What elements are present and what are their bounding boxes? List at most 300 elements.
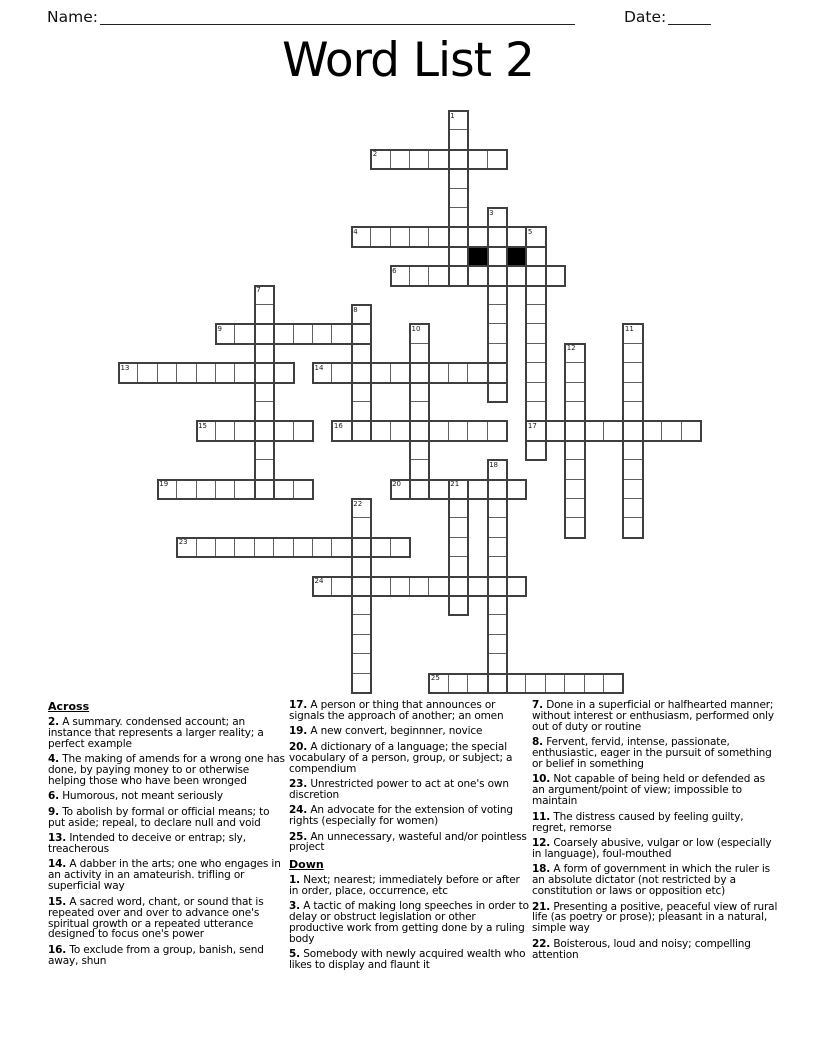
clue-text: Next; nearest; immediately before or after in order, place, occurrence, etc [289, 873, 520, 897]
grid-cell[interactable] [584, 673, 605, 694]
clue-number: 16. [48, 943, 67, 956]
grid-cell[interactable] [487, 323, 508, 344]
cell-number: 23 [178, 538, 188, 547]
grid-cell[interactable] [487, 149, 508, 170]
grid-cell[interactable] [215, 479, 236, 500]
grid-cell[interactable] [487, 382, 508, 403]
grid-cell[interactable] [564, 517, 585, 538]
grid-cell[interactable] [525, 440, 546, 461]
clue-item [48, 945, 289, 967]
grid-cell[interactable] [487, 653, 508, 674]
grid-cell[interactable] [176, 537, 197, 558]
grid-cell[interactable] [351, 517, 372, 538]
grid-cell[interactable] [448, 517, 469, 538]
grid-cell[interactable] [448, 420, 469, 441]
clue-number: 1. [289, 873, 300, 886]
grid-cell[interactable] [273, 420, 294, 441]
grid-cell[interactable] [351, 653, 372, 674]
grid-cell[interactable] [487, 459, 508, 480]
grid-cell[interactable] [448, 129, 469, 150]
grid-cell[interactable] [409, 149, 430, 170]
grid-cell[interactable] [273, 362, 294, 383]
clue-column-3 [532, 700, 778, 965]
grid-cell[interactable] [622, 362, 643, 383]
clue-item [532, 774, 778, 807]
grid-cell[interactable] [428, 479, 449, 500]
grid-cell[interactable] [448, 595, 469, 616]
grid-cell[interactable] [428, 226, 449, 247]
grid-cell[interactable] [564, 479, 585, 500]
grid-cell[interactable] [525, 323, 546, 344]
clue-item [48, 754, 289, 787]
grid-cell[interactable] [409, 362, 430, 383]
grid-cell[interactable] [487, 246, 508, 267]
grid-cell[interactable] [487, 498, 508, 519]
grid-cell[interactable] [448, 110, 469, 131]
grid-cell[interactable] [351, 576, 372, 597]
clue-number: 17. [289, 699, 308, 711]
grid-cell[interactable] [564, 498, 585, 519]
clue-number: 20. [289, 740, 308, 753]
grid-cell[interactable] [254, 459, 275, 480]
grid-cell[interactable] [564, 362, 585, 383]
grid-cell[interactable] [487, 673, 508, 694]
grid-cell[interactable] [603, 420, 624, 441]
grid-cell[interactable] [525, 304, 546, 325]
clue-text: A dictionary of a language; the special vocabulary of a person, group, or subject; a compendium [289, 740, 513, 775]
grid-cell[interactable] [215, 537, 236, 558]
grid-cell[interactable] [370, 362, 391, 383]
grid-cell[interactable] [351, 498, 372, 519]
cell-number: 9 [217, 324, 222, 333]
grid-cell[interactable] [254, 285, 275, 306]
grid-cell[interactable] [487, 556, 508, 577]
grid-cell[interactable] [642, 420, 663, 441]
grid-cell[interactable] [622, 420, 643, 441]
grid-cell[interactable] [506, 673, 527, 694]
clue-number: 9. [48, 805, 59, 818]
grid-cell[interactable] [525, 285, 546, 306]
grid-cell[interactable] [487, 362, 508, 383]
grid-cell[interactable] [351, 420, 372, 441]
clue-number: 2. [48, 716, 59, 728]
grid-cell[interactable] [273, 537, 294, 558]
grid-cell[interactable] [176, 479, 197, 500]
grid-cell[interactable] [681, 420, 702, 441]
grid-cell[interactable] [196, 420, 217, 441]
clue-text: The distress caused by feeling guilty, regret, remorse [532, 810, 744, 834]
grid-cell[interactable] [351, 634, 372, 655]
clue-text: A person or thing that announces or signals the approach of another; an omen [289, 699, 504, 722]
clue-text: An advocate for the extension of voting rights (especially for women) [289, 804, 513, 828]
grid-cell[interactable] [487, 537, 508, 558]
date-field-label: Date: [624, 8, 667, 26]
grid-cell[interactable] [409, 343, 430, 364]
grid-cell[interactable] [622, 440, 643, 461]
grid-cell[interactable] [564, 459, 585, 480]
grid-cell[interactable] [448, 149, 469, 170]
clue-number: 15. [48, 895, 67, 908]
clue-number: 12. [532, 836, 551, 849]
grid-cell[interactable] [525, 382, 546, 403]
grid-cell[interactable] [525, 673, 546, 694]
grid-cell[interactable] [196, 537, 217, 558]
grid-cell[interactable] [622, 517, 643, 538]
grid-cell[interactable] [622, 382, 643, 403]
grid-cell[interactable] [331, 362, 352, 383]
clue-number: 18. [532, 863, 551, 876]
cell-number: 12 [566, 344, 576, 353]
grid-cell[interactable] [351, 537, 372, 558]
grid-cell[interactable] [448, 673, 469, 694]
clue-item [532, 737, 778, 770]
clue-column-2 [289, 700, 531, 976]
clue-number: 5. [289, 948, 300, 961]
clue-text: A dabber in the arts; one who engages in an activity in an amateurish. trifling or superficial way [48, 858, 281, 893]
clue-column-1 [48, 700, 289, 971]
grid-cell[interactable] [293, 479, 314, 500]
grid-cell[interactable] [254, 479, 275, 500]
grid-cell[interactable] [448, 576, 469, 597]
grid-cell[interactable] [254, 440, 275, 461]
grid-cell[interactable] [370, 420, 391, 441]
grid-cell[interactable] [234, 362, 255, 383]
grid-cell[interactable] [448, 265, 469, 286]
grid-cell[interactable] [525, 265, 546, 286]
clue-text: A summary. condensed account; an instance that represents a larger reality; a perfect example [48, 716, 264, 750]
grid-cell[interactable] [448, 362, 469, 383]
grid-cell[interactable] [254, 343, 275, 364]
clue-number: 14. [48, 858, 67, 871]
grid-cell[interactable] [390, 537, 411, 558]
grid-cell[interactable] [215, 323, 236, 344]
grid-cell[interactable] [118, 362, 139, 383]
clue-text: Fervent, fervid, intense, passionate, enthusiastic, eager in the pursuit of something or belief in something [532, 736, 772, 771]
clue-item [532, 939, 778, 961]
grid-cell[interactable] [370, 537, 391, 558]
grid-cell[interactable] [622, 479, 643, 500]
cell-number: 2 [372, 150, 378, 159]
grid-cell[interactable] [312, 576, 333, 597]
clue-text: Humorous, not meant seriously [59, 790, 223, 803]
grid-cell[interactable] [487, 614, 508, 635]
grid-cell[interactable] [370, 576, 391, 597]
grid-cell[interactable] [409, 576, 430, 597]
grid-cell[interactable] [467, 149, 488, 170]
grid-cell[interactable] [584, 420, 605, 441]
grid-cell[interactable] [506, 479, 527, 500]
grid-cell[interactable] [351, 673, 372, 694]
grid-cell[interactable] [622, 323, 643, 344]
clue-text: Boisterous, loud and noisy; compelling attention [532, 937, 751, 961]
cell-number: 3 [489, 208, 494, 217]
grid-cell[interactable] [312, 537, 333, 558]
cell-number: 4 [353, 227, 358, 236]
grid-cell[interactable] [234, 537, 255, 558]
cell-number: 15 [198, 421, 208, 430]
grid-cell[interactable] [351, 595, 372, 616]
clue-item [532, 902, 778, 935]
clue-text: A tactic of making long speeches in order to delay or obstruct legislation or other productive work from getting done by a ruling body [289, 900, 529, 945]
grid-cell[interactable] [467, 420, 488, 441]
clue-number: 24. [289, 804, 308, 817]
date-line [668, 23, 711, 25]
grid-cell[interactable] [370, 149, 391, 170]
grid-cell[interactable] [448, 207, 469, 228]
cell-number: 7 [256, 286, 261, 295]
clue-number: 8. [532, 736, 543, 749]
cell-number: 22 [353, 499, 363, 508]
grid-cell[interactable] [196, 362, 217, 383]
grid-cell[interactable] [487, 420, 508, 441]
grid-cell[interactable] [525, 362, 546, 383]
clue-number: 13. [48, 832, 67, 845]
cell-number: 16 [333, 421, 343, 430]
grid-cell[interactable] [390, 362, 411, 383]
grid-cell[interactable] [351, 382, 372, 403]
grid-cell[interactable] [525, 226, 546, 247]
grid-cell[interactable] [564, 401, 585, 422]
grid-cell[interactable] [351, 556, 372, 577]
grid-cell[interactable] [467, 226, 488, 247]
grid-cell[interactable] [331, 420, 352, 441]
grid-cell[interactable] [273, 479, 294, 500]
grid-cell[interactable] [487, 576, 508, 597]
clue-text: To abolish by formal or official means; to put aside; repeal, to declare null and void [48, 805, 270, 829]
grid-cell[interactable] [254, 401, 275, 422]
grid-cell[interactable] [467, 479, 488, 500]
grid-cell[interactable] [487, 343, 508, 364]
clue-item [532, 864, 778, 897]
grid-cell[interactable] [448, 188, 469, 209]
cell-number: 5 [527, 227, 533, 236]
grid-cell[interactable] [564, 440, 585, 461]
grid-cell[interactable] [487, 304, 508, 325]
grid-cell[interactable] [428, 576, 449, 597]
grid-cell[interactable] [351, 323, 372, 344]
grid-cell[interactable] [448, 556, 469, 577]
grid-cell[interactable] [254, 323, 275, 344]
grid-cell[interactable] [545, 673, 566, 694]
grid-cell[interactable] [487, 226, 508, 247]
grid-cell[interactable] [390, 420, 411, 441]
grid-cell[interactable] [622, 459, 643, 480]
grid-cell[interactable] [487, 595, 508, 616]
grid-cell[interactable] [525, 401, 546, 422]
grid-cell[interactable] [312, 362, 333, 383]
grid-cell[interactable] [428, 149, 449, 170]
grid-cell[interactable] [428, 420, 449, 441]
grid-cell[interactable] [254, 362, 275, 383]
grid-cell[interactable] [506, 265, 527, 286]
clue-number: 10. [532, 773, 551, 786]
clue-number: 22. [532, 937, 551, 950]
grid-cell[interactable] [467, 673, 488, 694]
grid-cell[interactable] [196, 479, 217, 500]
grid-cell[interactable] [487, 634, 508, 655]
cell-number: 19 [159, 480, 169, 489]
grid-cell[interactable] [467, 265, 488, 286]
clue-text: Coarsely abusive, vulgar or low (especially in language), foul-mouthed [532, 836, 772, 860]
grid-cell[interactable] [487, 265, 508, 286]
grid-cell[interactable] [428, 265, 449, 286]
clue-number: 11. [532, 810, 551, 823]
grid-cell[interactable] [351, 614, 372, 635]
grid-cell[interactable] [487, 285, 508, 306]
grid-cell[interactable] [545, 420, 566, 441]
clue-number: 25. [289, 830, 308, 843]
grid-cell[interactable] [622, 343, 643, 364]
grid-cell[interactable] [137, 362, 158, 383]
cell-number: 8 [353, 305, 358, 314]
clue-item [532, 812, 778, 834]
cell-number: 6 [392, 266, 397, 275]
clue-item [289, 726, 531, 737]
grid-cell[interactable] [157, 362, 178, 383]
grid-cell[interactable] [564, 382, 585, 403]
clue-number: 4. [48, 753, 59, 766]
grid-cell[interactable] [603, 673, 624, 694]
clue-text: Intended to deceive or entrap; sly, treacherous [48, 832, 246, 856]
grid-cell[interactable] [293, 420, 314, 441]
grid-cell[interactable] [390, 265, 411, 286]
grid-cell[interactable] [448, 246, 469, 267]
grid-cell[interactable] [409, 459, 430, 480]
grid-cell[interactable] [622, 401, 643, 422]
grid-cell[interactable] [351, 401, 372, 422]
clue-text: Presenting a positive, peaceful view of rural life (as poetry or prose); pleasant in a natural, simple way [532, 900, 778, 935]
clue-item [289, 742, 531, 775]
grid-cell[interactable] [409, 226, 430, 247]
grid-cell[interactable] [448, 537, 469, 558]
cell-number: 11 [624, 324, 634, 333]
clue-number: 19. [289, 725, 308, 738]
grid-cell[interactable] [448, 479, 469, 500]
cell-number: 1 [450, 111, 455, 120]
grid-cell[interactable] [312, 323, 333, 344]
cell-number: 24 [314, 577, 324, 586]
grid-cell[interactable] [331, 323, 352, 344]
clue-number: 6. [48, 790, 59, 803]
grid-cell[interactable] [254, 304, 275, 325]
grid-cell[interactable] [234, 479, 255, 500]
grid-cell[interactable] [448, 226, 469, 247]
grid-cell[interactable] [428, 362, 449, 383]
grid-cell[interactable] [622, 498, 643, 519]
grid-cell[interactable] [254, 537, 275, 558]
grid-cell[interactable] [564, 420, 585, 441]
clue-item [289, 805, 531, 827]
cell-number: 21 [450, 480, 460, 489]
black-cell [467, 246, 488, 267]
grid-cell[interactable] [448, 498, 469, 519]
clue-item [289, 901, 531, 945]
clue-item [48, 717, 289, 750]
cell-number: 20 [392, 480, 402, 489]
grid-cell[interactable] [448, 168, 469, 189]
grid-cell[interactable] [409, 420, 430, 441]
clues-section-header: Across [48, 700, 90, 713]
clue-item [289, 700, 531, 722]
clue-text: An unnecessary, wasteful and/or pointless project [289, 830, 527, 854]
grid-cell[interactable] [215, 362, 236, 383]
grid-cell[interactable] [467, 576, 488, 597]
grid-cell[interactable] [564, 343, 585, 364]
clue-text: A new convert, beginnner, novice [307, 725, 483, 738]
grid-cell[interactable] [487, 517, 508, 538]
grid-cell[interactable] [428, 673, 449, 694]
clue-item [48, 859, 289, 892]
grid-cell[interactable] [351, 304, 372, 325]
grid-cell[interactable] [487, 479, 508, 500]
page-title: Word List 2 [282, 33, 534, 88]
name-line [100, 23, 575, 25]
crossword-grid [118, 110, 702, 694]
grid-cell[interactable] [157, 479, 178, 500]
grid-cell[interactable] [487, 207, 508, 228]
clue-text: Somebody with newly acquired wealth who likes to display and flaunt it [289, 948, 526, 972]
grid-cell[interactable] [293, 537, 314, 558]
grid-cell[interactable] [409, 479, 430, 500]
grid-cell[interactable] [370, 226, 391, 247]
grid-cell[interactable] [467, 362, 488, 383]
grid-cell[interactable] [409, 401, 430, 422]
grid-cell[interactable] [390, 226, 411, 247]
grid-cell[interactable] [661, 420, 682, 441]
grid-cell[interactable] [215, 420, 236, 441]
grid-cell[interactable] [331, 576, 352, 597]
clue-text: The making of amends for a wrong one has done, by paying money to or otherwise helping those who have been wronged [48, 753, 285, 788]
grid-cell[interactable] [351, 226, 372, 247]
cell-number: 14 [314, 363, 324, 372]
grid-cell[interactable] [390, 479, 411, 500]
clue-text: Done in a superficial or halfhearted manner; without interest or enthusiasm, performed only out of duty or routine [532, 699, 774, 733]
clue-item [289, 832, 531, 854]
grid-cell[interactable] [506, 226, 527, 247]
grid-cell[interactable] [390, 149, 411, 170]
grid-cell[interactable] [254, 420, 275, 441]
clue-item [48, 791, 289, 802]
cell-number: 18 [489, 460, 499, 469]
grid-cell[interactable] [254, 382, 275, 403]
grid-cell[interactable] [525, 343, 546, 364]
grid-cell[interactable] [564, 673, 585, 694]
clues-section-header: Down [289, 857, 324, 871]
grid-cell[interactable] [234, 420, 255, 441]
grid-cell[interactable] [331, 537, 352, 558]
grid-cell[interactable] [273, 323, 294, 344]
grid-cell[interactable] [351, 343, 372, 364]
grid-cell[interactable] [234, 323, 255, 344]
clue-item [532, 838, 778, 860]
grid-cell[interactable] [525, 246, 546, 267]
grid-cell[interactable] [293, 323, 314, 344]
grid-cell[interactable] [525, 420, 546, 441]
grid-cell[interactable] [409, 440, 430, 461]
clue-item [48, 897, 289, 941]
grid-cell[interactable] [409, 323, 430, 344]
grid-cell[interactable] [390, 576, 411, 597]
grid-cell[interactable] [409, 382, 430, 403]
grid-cell[interactable] [351, 362, 372, 383]
name-field-label: Name: [47, 8, 98, 26]
grid-cell[interactable] [545, 265, 566, 286]
clue-text: To exclude from a group, banish, send away, shun [48, 943, 264, 967]
grid-cell[interactable] [176, 362, 197, 383]
grid-cell[interactable] [409, 265, 430, 286]
grid-cell[interactable] [506, 576, 527, 597]
clue-text: A form of government in which the ruler is an absolute dictator (not restricted by a constitution or laws or opposition etc) [532, 863, 770, 898]
